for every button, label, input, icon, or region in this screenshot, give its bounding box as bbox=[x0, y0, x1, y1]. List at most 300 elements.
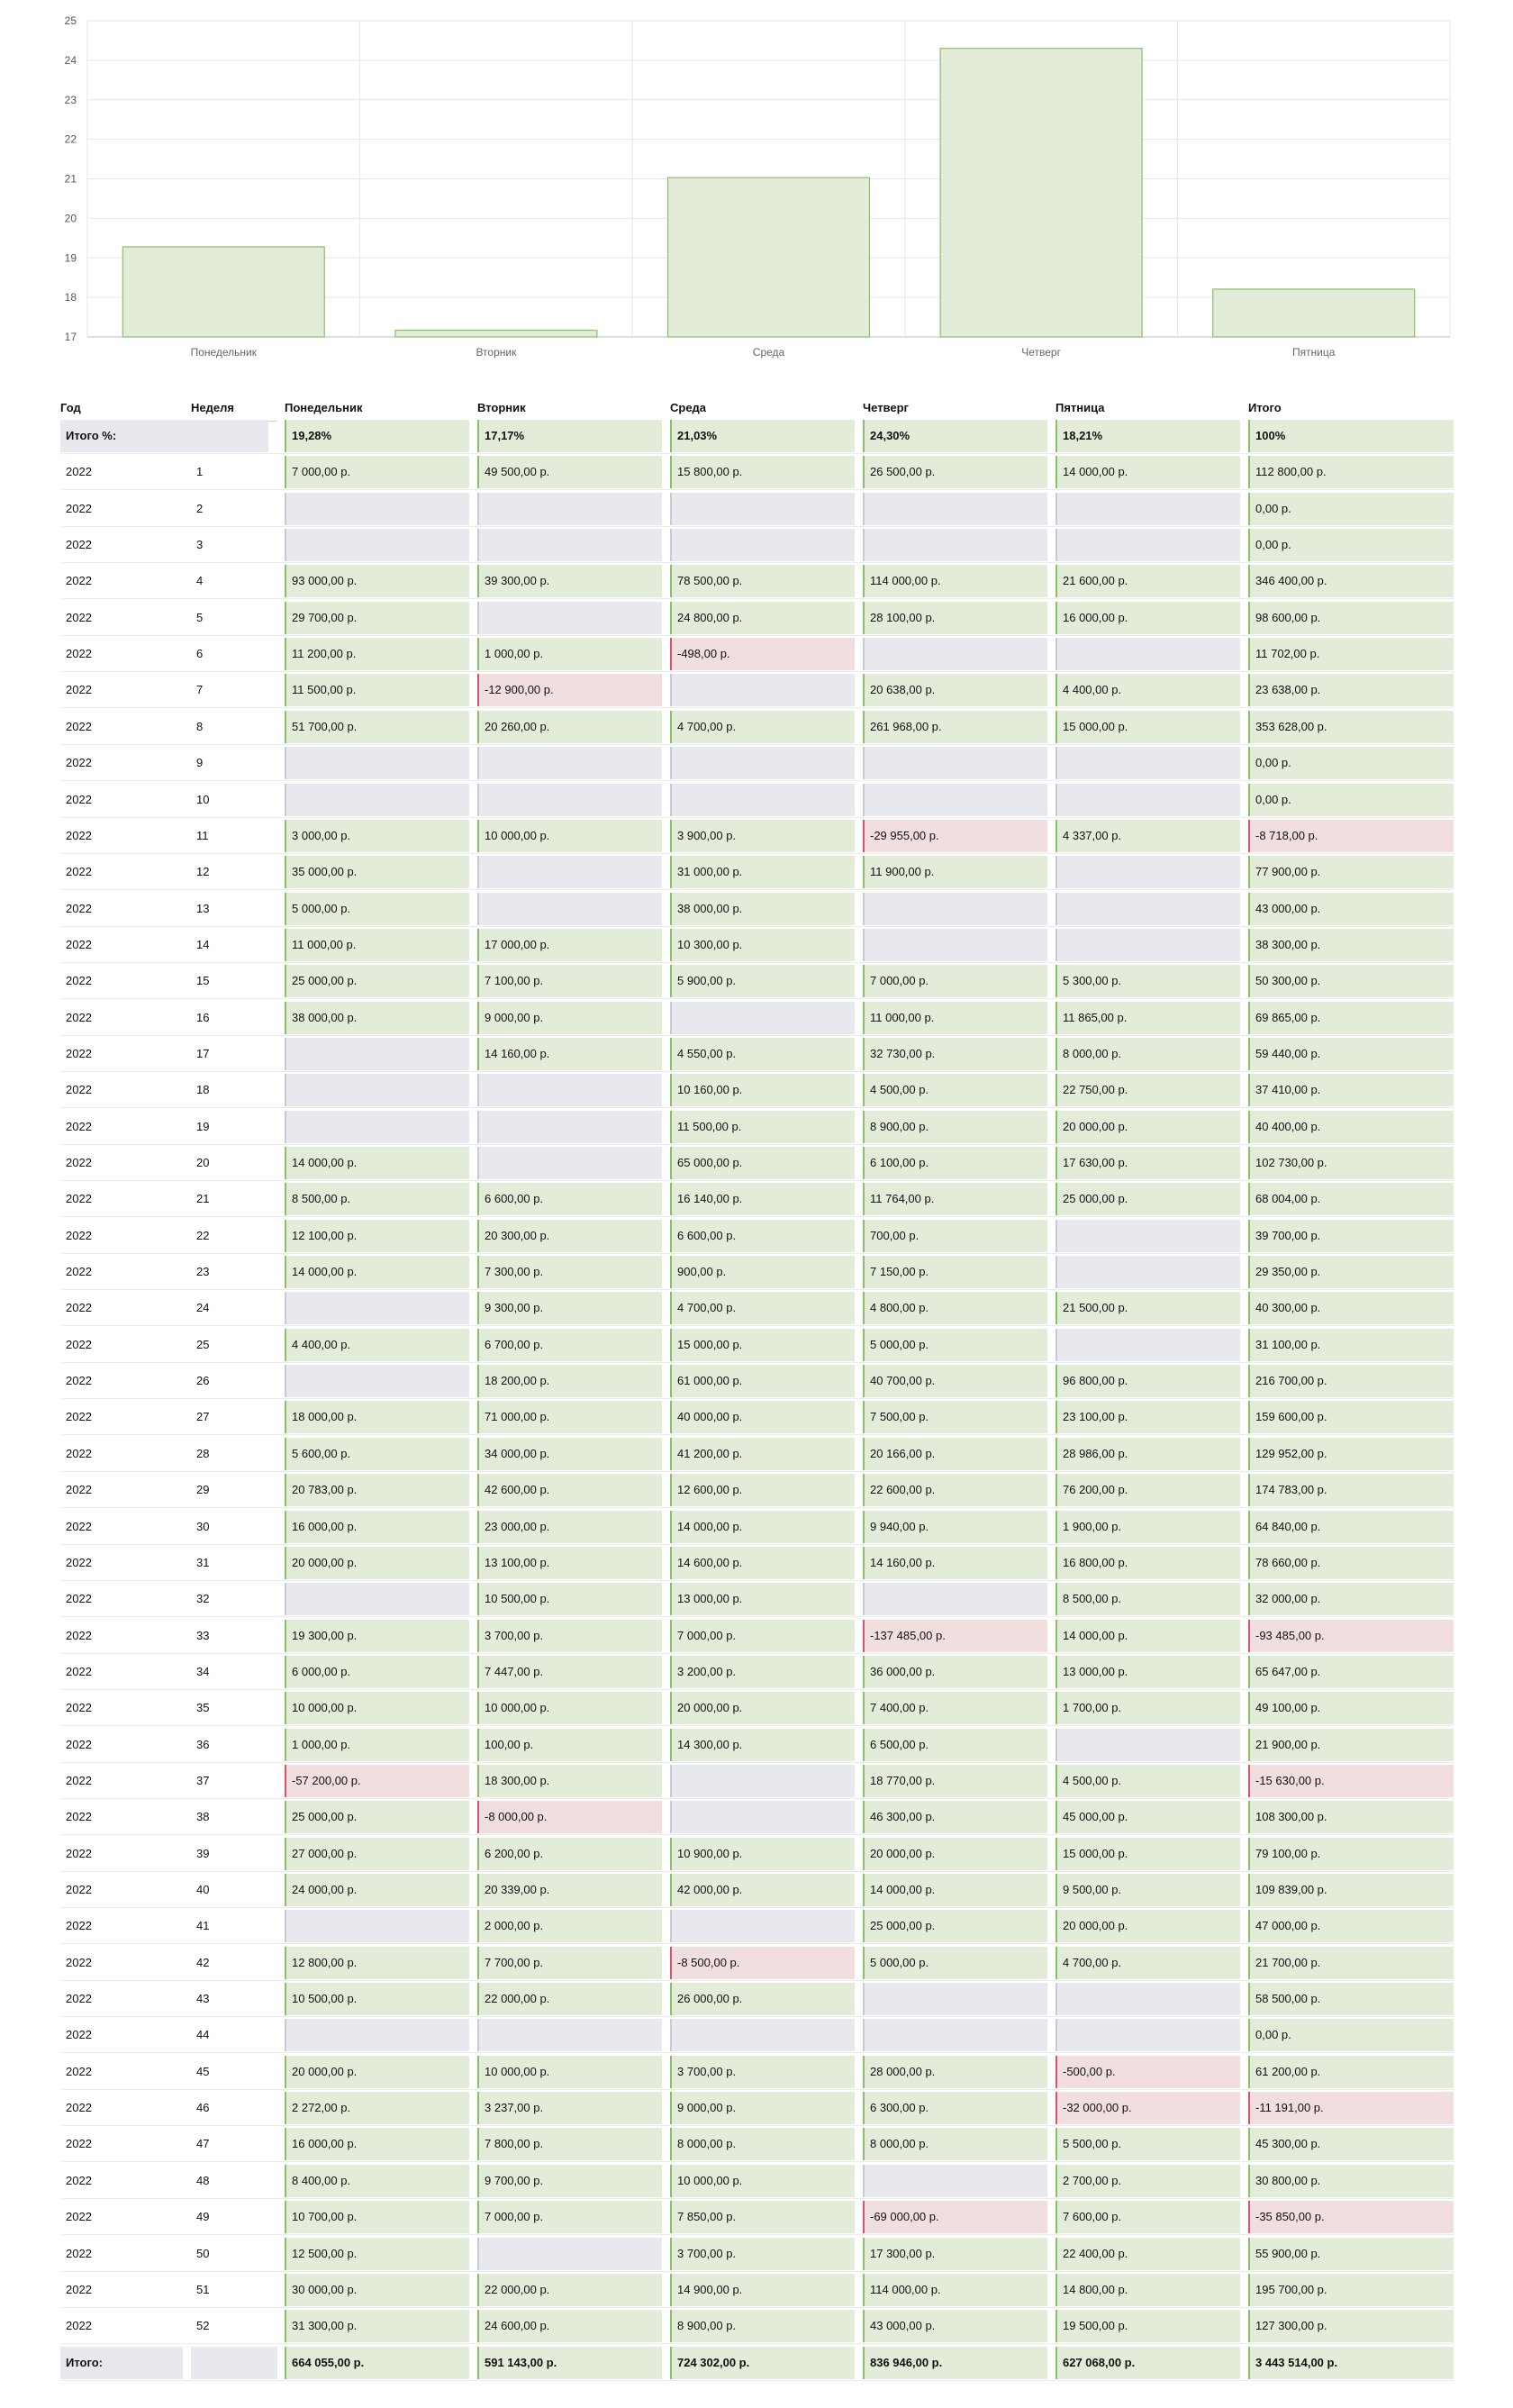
day-amount-cell bbox=[863, 529, 1047, 561]
day-amount-cell: -57 200,00 р. bbox=[285, 1765, 469, 1797]
week-total-cell: 353 628,00 р. bbox=[1248, 711, 1454, 743]
total-cell: 591 143,00 р. bbox=[477, 2347, 662, 2379]
week-total-cell: -11 191,00 р. bbox=[1248, 2092, 1454, 2124]
day-amount-cell: 7 800,00 р. bbox=[477, 2128, 662, 2160]
percent-cell: 18,21% bbox=[1055, 420, 1240, 452]
percent-cell: 17,17% bbox=[477, 420, 662, 452]
day-amount-cell: 16 000,00 р. bbox=[1055, 602, 1240, 634]
day-amount-cell bbox=[477, 893, 662, 925]
day-amount-cell: 10 700,00 р. bbox=[285, 2201, 469, 2233]
day-amount-cell bbox=[477, 1111, 662, 1143]
column-header: Понедельник bbox=[285, 395, 469, 422]
day-amount-cell: 3 900,00 р. bbox=[670, 820, 855, 852]
week-cell: 20 bbox=[196, 1156, 210, 1169]
day-amount-cell: 3 200,00 р. bbox=[670, 1656, 855, 1688]
day-amount-cell: 17 000,00 р. bbox=[477, 929, 662, 961]
week-cell: 49 bbox=[196, 2210, 210, 2224]
week-total-cell: -8 718,00 р. bbox=[1248, 820, 1454, 852]
day-amount-cell bbox=[670, 1002, 855, 1034]
week-cell: 2 bbox=[196, 501, 204, 515]
day-amount-cell: 26 500,00 р. bbox=[863, 456, 1047, 488]
row-divider bbox=[60, 1144, 1454, 1145]
day-amount-cell: 11 500,00 р. bbox=[670, 1111, 855, 1143]
day-amount-cell: 5 600,00 р. bbox=[285, 1438, 469, 1470]
day-amount-cell: 14 800,00 р. bbox=[1055, 2274, 1240, 2306]
day-amount-cell bbox=[863, 1983, 1047, 2015]
week-total-cell: 31 100,00 р. bbox=[1248, 1329, 1454, 1361]
week-total-cell: 50 300,00 р. bbox=[1248, 965, 1454, 997]
day-amount-cell: 51 700,00 р. bbox=[285, 711, 469, 743]
row-divider bbox=[60, 598, 1454, 599]
week-total-cell: 112 800,00 р. bbox=[1248, 456, 1454, 488]
day-amount-cell bbox=[863, 638, 1047, 670]
week-cell: 51 bbox=[196, 2282, 210, 2296]
week-cell: 14 bbox=[196, 937, 210, 951]
day-amount-cell bbox=[1055, 638, 1240, 670]
week-total-cell: 59 440,00 р. bbox=[1248, 1038, 1454, 1070]
percent-row-spacer bbox=[191, 420, 268, 452]
year-cell: 2022 bbox=[66, 1883, 92, 1896]
year-cell: 2022 bbox=[66, 1919, 92, 1933]
day-amount-cell: 9 500,00 р. bbox=[1055, 1874, 1240, 1906]
day-amount-cell bbox=[1055, 747, 1240, 779]
row-divider bbox=[60, 817, 1454, 818]
row-divider bbox=[60, 1362, 1454, 1363]
row-divider bbox=[60, 1653, 1454, 1654]
day-amount-cell: 20 000,00 р. bbox=[1055, 1910, 1240, 1942]
day-amount-cell bbox=[863, 784, 1047, 816]
week-cell: 27 bbox=[196, 1410, 210, 1424]
day-amount-cell bbox=[285, 1365, 469, 1397]
day-amount-cell: 14 900,00 р. bbox=[670, 2274, 855, 2306]
day-amount-cell bbox=[1055, 1329, 1240, 1361]
percent-cell: 100% bbox=[1248, 420, 1454, 452]
year-cell: 2022 bbox=[66, 1265, 92, 1279]
day-amount-cell: 15 000,00 р. bbox=[670, 1329, 855, 1361]
row-divider bbox=[60, 1325, 1454, 1326]
week-total-cell: 346 400,00 р. bbox=[1248, 565, 1454, 597]
day-amount-cell: 7 500,00 р. bbox=[863, 1401, 1047, 1433]
day-amount-cell: 10 500,00 р. bbox=[477, 1583, 662, 1615]
week-total-cell: 55 900,00 р. bbox=[1248, 2238, 1454, 2270]
row-divider bbox=[60, 635, 1454, 636]
year-cell: 2022 bbox=[66, 465, 92, 479]
row-divider bbox=[60, 1544, 1454, 1545]
day-amount-cell bbox=[863, 2165, 1047, 2197]
row-divider bbox=[60, 1180, 1454, 1181]
day-amount-cell: 42 600,00 р. bbox=[477, 1474, 662, 1506]
week-cell: 28 bbox=[196, 1446, 210, 1460]
week-cell: 22 bbox=[196, 1228, 210, 1242]
week-total-cell: 0,00 р. bbox=[1248, 529, 1454, 561]
year-cell: 2022 bbox=[66, 2210, 92, 2224]
day-amount-cell: 5 000,00 р. bbox=[285, 893, 469, 925]
row-divider bbox=[60, 2343, 1454, 2344]
week-cell: 42 bbox=[196, 1955, 210, 1969]
day-amount-cell: 31 300,00 р. bbox=[285, 2310, 469, 2342]
day-amount-cell: 9 000,00 р. bbox=[477, 1002, 662, 1034]
week-total-cell: 0,00 р. bbox=[1248, 784, 1454, 816]
day-amount-cell: 14 160,00 р. bbox=[863, 1547, 1047, 1579]
bar-3 bbox=[668, 177, 870, 337]
bar-4 bbox=[940, 49, 1142, 337]
day-amount-cell: 22 000,00 р. bbox=[477, 2274, 662, 2306]
year-cell: 2022 bbox=[66, 2064, 92, 2078]
day-amount-cell: 13 000,00 р. bbox=[670, 1583, 855, 1615]
day-amount-cell: 39 300,00 р. bbox=[477, 565, 662, 597]
week-cell: 3 bbox=[196, 538, 204, 552]
day-amount-cell: 6 600,00 р. bbox=[477, 1183, 662, 1215]
day-amount-cell: 12 600,00 р. bbox=[670, 1474, 855, 1506]
day-amount-cell: 4 400,00 р. bbox=[285, 1329, 469, 1361]
day-amount-cell: 10 000,00 р. bbox=[285, 1692, 469, 1724]
day-amount-cell: 23 000,00 р. bbox=[477, 1511, 662, 1543]
year-cell: 2022 bbox=[66, 2246, 92, 2260]
day-amount-cell: 3 700,00 р. bbox=[670, 2238, 855, 2270]
day-amount-cell: 71 000,00 р. bbox=[477, 1401, 662, 1433]
row-divider bbox=[60, 2052, 1454, 2053]
row-divider bbox=[60, 1616, 1454, 1617]
day-amount-cell: 27 000,00 р. bbox=[285, 1838, 469, 1870]
year-cell: 2022 bbox=[66, 1992, 92, 2006]
day-amount-cell: 30 000,00 р. bbox=[285, 2274, 469, 2306]
day-amount-cell: 9 000,00 р. bbox=[670, 2092, 855, 2124]
day-amount-cell: 28 000,00 р. bbox=[863, 2056, 1047, 2088]
row-divider bbox=[60, 889, 1454, 890]
day-amount-cell: 6 700,00 р. bbox=[477, 1329, 662, 1361]
week-cell: 48 bbox=[196, 2173, 210, 2187]
year-cell: 2022 bbox=[66, 1192, 92, 1206]
percent-row-label: Итого %: bbox=[60, 420, 246, 452]
day-amount-cell: -32 000,00 р. bbox=[1055, 2092, 1240, 2124]
y-tick-label: 21 bbox=[64, 172, 77, 186]
week-cell: 41 bbox=[196, 1919, 210, 1933]
row-divider bbox=[60, 1107, 1454, 1108]
week-cell: 43 bbox=[196, 1992, 210, 2006]
day-amount-cell: 43 000,00 р. bbox=[863, 2310, 1047, 2342]
day-amount-cell: 261 968,00 р. bbox=[863, 711, 1047, 743]
week-cell: 36 bbox=[196, 1737, 210, 1751]
day-amount-cell: 10 000,00 р. bbox=[477, 1692, 662, 1724]
day-amount-cell: 5 000,00 р. bbox=[863, 1329, 1047, 1361]
day-amount-cell: 15 000,00 р. bbox=[1055, 711, 1240, 743]
day-amount-cell: 31 000,00 р. bbox=[670, 856, 855, 888]
day-amount-cell: 3 700,00 р. bbox=[670, 2056, 855, 2088]
week-total-cell: 40 300,00 р. bbox=[1248, 1292, 1454, 1324]
week-cell: 6 bbox=[196, 647, 204, 661]
week-cell: 45 bbox=[196, 2064, 210, 2078]
day-amount-cell: 1 000,00 р. bbox=[477, 638, 662, 670]
day-amount-cell: 5 900,00 р. bbox=[670, 965, 855, 997]
row-divider bbox=[60, 853, 1454, 854]
day-amount-cell: 14 000,00 р. bbox=[285, 1147, 469, 1179]
column-header: Пятница bbox=[1055, 395, 1240, 422]
year-cell: 2022 bbox=[66, 901, 92, 915]
row-divider bbox=[60, 2307, 1454, 2308]
row-divider bbox=[60, 998, 1454, 999]
day-amount-cell: 20 300,00 р. bbox=[477, 1220, 662, 1252]
day-amount-cell: 7 100,00 р. bbox=[477, 965, 662, 997]
year-cell: 2022 bbox=[66, 574, 92, 588]
day-amount-cell bbox=[670, 784, 855, 816]
day-amount-cell: 1 700,00 р. bbox=[1055, 1692, 1240, 1724]
day-amount-cell: 41 200,00 р. bbox=[670, 1438, 855, 1470]
row-divider bbox=[60, 453, 1454, 454]
week-total-cell: 68 004,00 р. bbox=[1248, 1183, 1454, 1215]
day-amount-cell: 96 800,00 р. bbox=[1055, 1365, 1240, 1397]
day-amount-cell bbox=[1055, 2019, 1240, 2051]
day-amount-cell: 25 000,00 р. bbox=[285, 965, 469, 997]
day-amount-cell: -498,00 р. bbox=[670, 638, 855, 670]
year-cell: 2022 bbox=[66, 865, 92, 879]
row-divider bbox=[60, 1580, 1454, 1581]
day-amount-cell: 11 000,00 р. bbox=[863, 1002, 1047, 1034]
day-amount-cell: 14 000,00 р. bbox=[1055, 456, 1240, 488]
day-amount-cell: 10 500,00 р. bbox=[285, 1983, 469, 2015]
column-header: Вторник bbox=[477, 395, 662, 422]
day-amount-cell: 7 700,00 р. bbox=[477, 1947, 662, 1979]
year-cell: 2022 bbox=[66, 2282, 92, 2296]
day-amount-cell: 13 100,00 р. bbox=[477, 1547, 662, 1579]
day-amount-cell: 28 100,00 р. bbox=[863, 602, 1047, 634]
day-amount-cell: 14 300,00 р. bbox=[670, 1729, 855, 1761]
week-cell: 47 bbox=[196, 2137, 210, 2151]
year-cell: 2022 bbox=[66, 1374, 92, 1388]
day-amount-cell: 14 600,00 р. bbox=[670, 1547, 855, 1579]
week-cell: 26 bbox=[196, 1374, 210, 1388]
row-divider bbox=[60, 2125, 1454, 2126]
day-amount-cell: 78 500,00 р. bbox=[670, 565, 855, 597]
week-total-cell: -15 630,00 р. bbox=[1248, 1765, 1454, 1797]
week-total-cell: 40 400,00 р. bbox=[1248, 1111, 1454, 1143]
day-amount-cell: 1 900,00 р. bbox=[1055, 1511, 1240, 1543]
row-divider bbox=[60, 562, 1454, 563]
day-amount-cell: 6 600,00 р. bbox=[670, 1220, 855, 1252]
row-divider bbox=[60, 1798, 1454, 1799]
day-amount-cell: 6 100,00 р. bbox=[863, 1147, 1047, 1179]
day-amount-cell: 114 000,00 р. bbox=[863, 2274, 1047, 2306]
row-divider bbox=[60, 1035, 1454, 1036]
day-amount-cell bbox=[863, 747, 1047, 779]
y-tick-label: 22 bbox=[64, 132, 77, 146]
week-total-cell: 108 300,00 р. bbox=[1248, 1801, 1454, 1833]
row-divider bbox=[60, 1507, 1454, 1508]
year-cell: 2022 bbox=[66, 1810, 92, 1824]
day-amount-cell: 7 850,00 р. bbox=[670, 2201, 855, 2233]
day-amount-cell: 6 000,00 р. bbox=[285, 1656, 469, 1688]
year-cell: 2022 bbox=[66, 719, 92, 733]
day-amount-cell: 15 000,00 р. bbox=[1055, 1838, 1240, 1870]
row-divider bbox=[60, 1253, 1454, 1254]
week-total-cell: 11 702,00 р. bbox=[1248, 638, 1454, 670]
day-amount-cell bbox=[285, 1074, 469, 1106]
day-amount-cell bbox=[285, 1292, 469, 1324]
week-cell: 50 bbox=[196, 2246, 210, 2260]
day-amount-cell: 32 730,00 р. bbox=[863, 1038, 1047, 1070]
week-total-cell: -35 850,00 р. bbox=[1248, 2201, 1454, 2233]
year-cell: 2022 bbox=[66, 2137, 92, 2151]
week-total-cell: 79 100,00 р. bbox=[1248, 1838, 1454, 1870]
day-amount-cell bbox=[285, 784, 469, 816]
day-amount-cell bbox=[477, 747, 662, 779]
row-divider bbox=[60, 2198, 1454, 2199]
day-amount-cell bbox=[1055, 784, 1240, 816]
row-divider bbox=[60, 926, 1454, 927]
day-amount-cell: 3 237,00 р. bbox=[477, 2092, 662, 2124]
week-total-cell: 65 647,00 р. bbox=[1248, 1656, 1454, 1688]
day-amount-cell: 3 000,00 р. bbox=[285, 820, 469, 852]
day-amount-cell: 3 700,00 р. bbox=[477, 1620, 662, 1652]
day-amount-cell bbox=[285, 1910, 469, 1942]
column-header: Год bbox=[60, 395, 183, 422]
day-amount-cell: 21 600,00 р. bbox=[1055, 565, 1240, 597]
week-cell: 18 bbox=[196, 1083, 210, 1097]
day-amount-cell: 19 300,00 р. bbox=[285, 1620, 469, 1652]
week-total-cell: 0,00 р. bbox=[1248, 493, 1454, 525]
day-amount-cell: 4 337,00 р. bbox=[1055, 820, 1240, 852]
week-cell: 12 bbox=[196, 865, 210, 879]
y-tick-label: 23 bbox=[64, 93, 77, 106]
day-amount-cell bbox=[1055, 929, 1240, 961]
day-amount-cell: 7 000,00 р. bbox=[285, 456, 469, 488]
week-cell: 23 bbox=[196, 1265, 210, 1279]
year-cell: 2022 bbox=[66, 1701, 92, 1715]
day-amount-cell: 17 300,00 р. bbox=[863, 2238, 1047, 2270]
y-tick-label: 17 bbox=[64, 331, 77, 343]
week-total-cell: 109 839,00 р. bbox=[1248, 1874, 1454, 1906]
day-amount-cell: 18 300,00 р. bbox=[477, 1765, 662, 1797]
day-amount-cell: 4 500,00 р. bbox=[1055, 1765, 1240, 1797]
day-amount-cell bbox=[1055, 893, 1240, 925]
day-amount-cell: 1 000,00 р. bbox=[285, 1729, 469, 1761]
row-divider bbox=[60, 1216, 1454, 1217]
day-amount-cell: 22 750,00 р. bbox=[1055, 1074, 1240, 1106]
year-cell: 2022 bbox=[66, 1737, 92, 1751]
week-cell: 5 bbox=[196, 610, 204, 624]
day-amount-cell: 7 300,00 р. bbox=[477, 1256, 662, 1288]
week-total-cell: 195 700,00 р. bbox=[1248, 2274, 1454, 2306]
day-amount-cell: 22 400,00 р. bbox=[1055, 2238, 1240, 2270]
row-divider bbox=[60, 1434, 1454, 1435]
y-tick-label: 20 bbox=[64, 212, 77, 225]
day-amount-cell: 14 000,00 р. bbox=[1055, 1620, 1240, 1652]
day-amount-cell: 7 000,00 р. bbox=[670, 1620, 855, 1652]
day-amount-cell bbox=[477, 529, 662, 561]
year-cell: 2022 bbox=[66, 2028, 92, 2042]
day-amount-cell bbox=[863, 1583, 1047, 1615]
week-cell: 4 bbox=[196, 574, 204, 588]
day-amount-cell: 20 000,00 р. bbox=[285, 2056, 469, 2088]
week-cell: 38 bbox=[196, 1810, 210, 1824]
day-amount-cell: 12 500,00 р. bbox=[285, 2238, 469, 2270]
day-amount-cell: 61 000,00 р. bbox=[670, 1365, 855, 1397]
day-amount-cell: 700,00 р. bbox=[863, 1220, 1047, 1252]
day-amount-cell: 36 000,00 р. bbox=[863, 1656, 1047, 1688]
year-cell: 2022 bbox=[66, 1955, 92, 1969]
day-amount-cell: 20 166,00 р. bbox=[863, 1438, 1047, 1470]
day-amount-cell: 29 700,00 р. bbox=[285, 602, 469, 634]
day-amount-cell bbox=[863, 493, 1047, 525]
year-cell: 2022 bbox=[66, 1083, 92, 1097]
year-cell: 2022 bbox=[66, 647, 92, 661]
day-amount-cell: 14 000,00 р. bbox=[863, 1874, 1047, 1906]
day-amount-cell: 9 940,00 р. bbox=[863, 1511, 1047, 1543]
week-total-cell: 102 730,00 р. bbox=[1248, 1147, 1454, 1179]
year-cell: 2022 bbox=[66, 1228, 92, 1242]
week-cell: 29 bbox=[196, 1483, 210, 1497]
day-amount-cell bbox=[285, 493, 469, 525]
day-amount-cell: -8 000,00 р. bbox=[477, 1801, 662, 1833]
day-amount-cell: 11 900,00 р. bbox=[863, 856, 1047, 888]
week-cell: 24 bbox=[196, 1301, 210, 1315]
day-amount-cell bbox=[670, 1910, 855, 1942]
year-cell: 2022 bbox=[66, 1519, 92, 1533]
day-amount-cell: 49 500,00 р. bbox=[477, 456, 662, 488]
day-amount-cell: 28 986,00 р. bbox=[1055, 1438, 1240, 1470]
row-divider bbox=[60, 707, 1454, 708]
day-amount-cell: 45 000,00 р. bbox=[1055, 1801, 1240, 1833]
day-amount-cell bbox=[1055, 493, 1240, 525]
row-divider bbox=[60, 2271, 1454, 2272]
day-amount-cell: 8 500,00 р. bbox=[1055, 1583, 1240, 1615]
bar-5 bbox=[1213, 289, 1415, 337]
column-header: Итого bbox=[1248, 395, 1454, 422]
row-divider bbox=[60, 1871, 1454, 1872]
week-cell: 17 bbox=[196, 1046, 210, 1060]
day-amount-cell bbox=[1055, 856, 1240, 888]
day-amount-cell: 22 600,00 р. bbox=[863, 1474, 1047, 1506]
year-cell: 2022 bbox=[66, 792, 92, 806]
day-amount-cell bbox=[863, 2019, 1047, 2051]
day-amount-cell bbox=[477, 1074, 662, 1106]
total-cell: 627 068,00 р. bbox=[1055, 2347, 1240, 2379]
day-amount-cell: 16 000,00 р. bbox=[285, 2128, 469, 2160]
week-cell: 7 bbox=[196, 683, 204, 697]
day-amount-cell: 4 800,00 р. bbox=[863, 1292, 1047, 1324]
day-amount-cell bbox=[1055, 1256, 1240, 1288]
week-total-cell: 21 900,00 р. bbox=[1248, 1729, 1454, 1761]
day-amount-cell: 42 000,00 р. bbox=[670, 1874, 855, 1906]
year-cell: 2022 bbox=[66, 1483, 92, 1497]
day-amount-cell bbox=[477, 602, 662, 634]
day-amount-cell: 8 000,00 р. bbox=[670, 2128, 855, 2160]
row-divider bbox=[60, 1398, 1454, 1399]
day-amount-cell: 20 783,00 р. bbox=[285, 1474, 469, 1506]
week-cell: 33 bbox=[196, 1628, 210, 1642]
year-cell: 2022 bbox=[66, 501, 92, 515]
day-amount-cell: 100,00 р. bbox=[477, 1729, 662, 1761]
year-cell: 2022 bbox=[66, 1046, 92, 1060]
day-amount-cell bbox=[477, 2238, 662, 2270]
year-cell: 2022 bbox=[66, 1592, 92, 1606]
column-header: Неделя bbox=[191, 395, 277, 422]
total-cell: 836 946,00 р. bbox=[863, 2347, 1047, 2379]
day-amount-cell bbox=[670, 747, 855, 779]
row-divider bbox=[60, 2234, 1454, 2235]
bar-1 bbox=[122, 247, 324, 337]
week-total-cell: 39 700,00 р. bbox=[1248, 1220, 1454, 1252]
week-cell: 25 bbox=[196, 1337, 210, 1351]
day-amount-cell: 8 400,00 р. bbox=[285, 2165, 469, 2197]
year-cell: 2022 bbox=[66, 2101, 92, 2115]
week-cell: 39 bbox=[196, 1846, 210, 1860]
day-amount-cell: 35 000,00 р. bbox=[285, 856, 469, 888]
year-cell: 2022 bbox=[66, 610, 92, 624]
year-cell: 2022 bbox=[66, 937, 92, 951]
row-divider bbox=[60, 2380, 1454, 2381]
year-cell: 2022 bbox=[66, 828, 92, 842]
column-header: Четверг bbox=[863, 395, 1047, 422]
